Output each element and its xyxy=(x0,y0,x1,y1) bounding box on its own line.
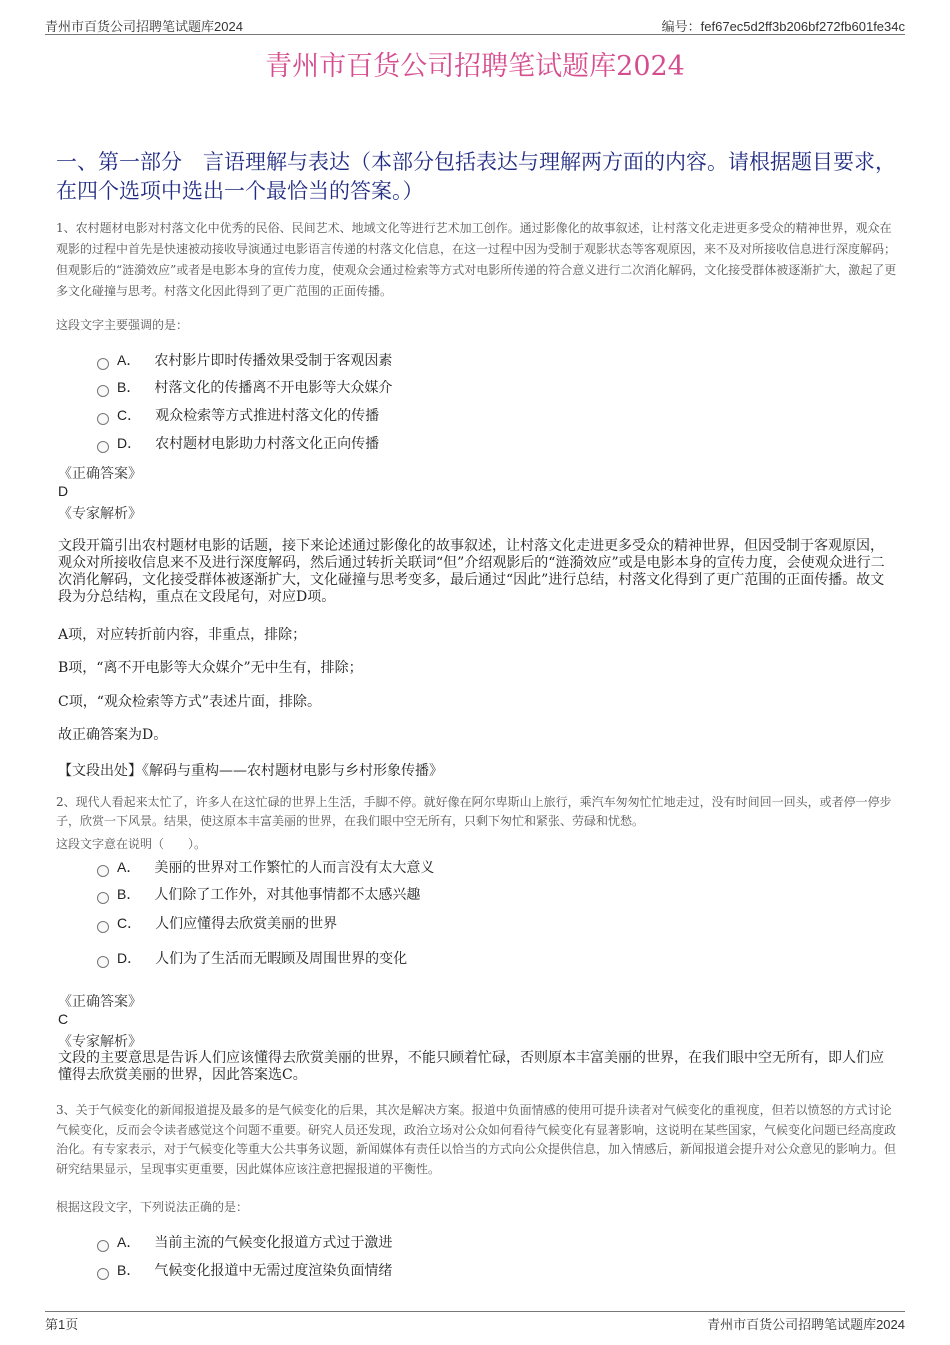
q1-analysis-label: 《专家解析》 xyxy=(58,506,142,522)
q1-answer-label: 《正确答案》 xyxy=(58,466,142,482)
q1-question: 这段文字主要强调的是： xyxy=(56,318,189,332)
radio-icon[interactable] xyxy=(97,921,109,933)
q1-line-a: A项，对应转折前内容，非重点，排除； xyxy=(58,627,307,643)
q2-analysis: 文段的主要意思是告诉人们应该懂得去欣赏美丽的世界，不能只顾着忙碌，否则原本丰富美丽的世界，在我们眼中空无所有，即人们应懂得去欣赏美丽的世界，因此答案选C。 xyxy=(58,1050,884,1083)
section-heading: 一、第一部分 言语理解与表达（本部分包括表达与理解两方面的内容。请根据题目要求，在四个选项中选出一个最恰当的答案。） xyxy=(56,150,896,203)
q2-question: 这段文字意在说明（ ）。 xyxy=(56,837,207,851)
q2-option-a[interactable]: A． 美丽的世界对工作繁忙的人而言没有太大意义 xyxy=(97,857,434,877)
q2-analysis-label: 《专家解析》 xyxy=(58,1034,142,1050)
q2-option-d[interactable]: D． 人们为了生活而无暇顾及周围世界的变化 xyxy=(97,948,407,968)
footer-page-number: 第1页 xyxy=(45,1317,79,1332)
radio-icon[interactable] xyxy=(97,956,109,968)
q1-option-d[interactable]: D． 农村题材电影助力村落文化正向传播 xyxy=(97,433,379,453)
footer-divider xyxy=(45,1311,905,1312)
q3-question: 根据这段文字，下列说法正确的是： xyxy=(56,1200,249,1214)
footer-title: 青州市百货公司招聘笔试题库2024 xyxy=(707,1317,905,1332)
radio-icon[interactable] xyxy=(97,865,109,877)
q1-source: 【文段出处】《解码与重构——农村题材电影与乡村形象传播》 xyxy=(58,763,443,779)
q2-option-c[interactable]: C． 人们应懂得去欣赏美丽的世界 xyxy=(97,913,337,933)
radio-icon[interactable] xyxy=(97,892,109,904)
q2-answer: C xyxy=(58,1011,69,1027)
q2-passage: 2、现代人看起来太忙了，许多人在这忙碌的世界上生活，手脚不停。就好像在阿尔卑斯山上旅行，乘汽车匆匆忙忙地走过，没有时间回一回头，或者停一停步子，欣赏一下风景。结果，使这原本丰富美丽的世界，在我们眼中空无所有，只剩下匆忙和紧张、劳碌和忧愁。 xyxy=(56,795,892,828)
radio-icon[interactable] xyxy=(97,1240,109,1252)
q1-analysis: 文段开篇引出农村题材电影的话题，接下来论述通过影像化的故事叙述，让村落文化走进更多受众的精神世界，但因受制于客观原因，观众对所接收信息来不及进行深度解码，然后通过转折关联词“但”介绍观影后的“涟漪效应”或是电影本身的宣传力度，会使观众进行二次消化解码，文化接受群体被逐渐扩大，文化碰撞与思考变多，最后通过“因此”进行总结，村落文化得到了更广范围的正面传播。故文段为分总结构，重点在文段尾句，对应D项。 xyxy=(58,538,885,605)
q1-option-b[interactable]: B． 村落文化的传播离不开电影等大众媒介 xyxy=(97,377,392,397)
q3-option-b[interactable]: B． 气候变化报道中无需过度渲染负面情绪 xyxy=(97,1260,392,1280)
radio-icon[interactable] xyxy=(97,1268,109,1280)
q2-option-b[interactable]: B． 人们除了工作外，对其他事情都不太感兴趣 xyxy=(97,884,420,904)
radio-icon[interactable] xyxy=(97,385,109,397)
q2-answer-label: 《正确答案》 xyxy=(58,994,142,1010)
q1-passage: 1、农村题材电影对村落文化中优秀的民俗、民间艺术、地域文化等进行艺术加工创作。通过影像化的故事叙述，让村落文化走进更多受众的精神世界，观众在观影的过程中首先是快速被动接收导演通过电影语言传递的村落文化信息，在这一过程中因为受制于观影状态等客观原因，来不及对所接收信息进行深度解码；但观影后的“涟漪效应”或者是电影本身的宣传力度，使观众会通过检索等方式对电影所传递的符合意义进行二次消化解码，文化接受群体被逐渐扩大，激起了更多文化碰撞与思考。村落文化因此得到了更广范围的正面传播。 xyxy=(56,221,897,298)
page-title: 青州市百货公司招聘笔试题库2024 xyxy=(265,51,685,82)
q1-line-d: 故正确答案为D。 xyxy=(58,727,168,743)
header-left: 青州市百货公司招聘笔试题库2024 xyxy=(45,19,243,34)
header-doc-id: 编号：fef67ec5d2ff3b206bf272fb601fe34c xyxy=(661,19,905,34)
q3-option-a[interactable]: A． 当前主流的气候变化报道方式过于激进 xyxy=(97,1232,392,1252)
q3-passage: 3、关于气候变化的新闻报道提及最多的是气候变化的后果，其次是解决方案。报道中负面情感的使用可提升读者对气候变化的重视度，但若以愤怒的方式讨论气候变化，反而会令读者感觉这个问题不重要。研究人员还发现，政治立场对公众如何看待气候变化有显著影响，这说明在某些国家，气候变化问题已经高度政治化。有专家表示，对于气候变化等重大公共事务议题，新闻媒体有责任以恰当的方式向公众提供信息，加入情感后，新闻报道会提升对公众意见的影响力。但研究结果显示，呈现事实更重要，因此媒体应该注意把握报道的平衡性。 xyxy=(56,1103,897,1176)
q1-option-c[interactable]: C． 观众检索等方式推进村落文化的传播 xyxy=(97,405,379,425)
radio-icon[interactable] xyxy=(97,413,109,425)
radio-icon[interactable] xyxy=(97,358,109,370)
q1-answer: D xyxy=(58,483,69,499)
q1-line-c: C项，“观众检索等方式”表述片面，排除。 xyxy=(58,694,322,710)
header-divider xyxy=(45,34,905,35)
radio-icon[interactable] xyxy=(97,441,109,453)
q1-line-b: B项，“离不开电影等大众媒介”无中生有，排除； xyxy=(58,660,363,676)
q1-option-a[interactable]: A． 农村影片即时传播效果受制于客观因素 xyxy=(97,350,392,370)
